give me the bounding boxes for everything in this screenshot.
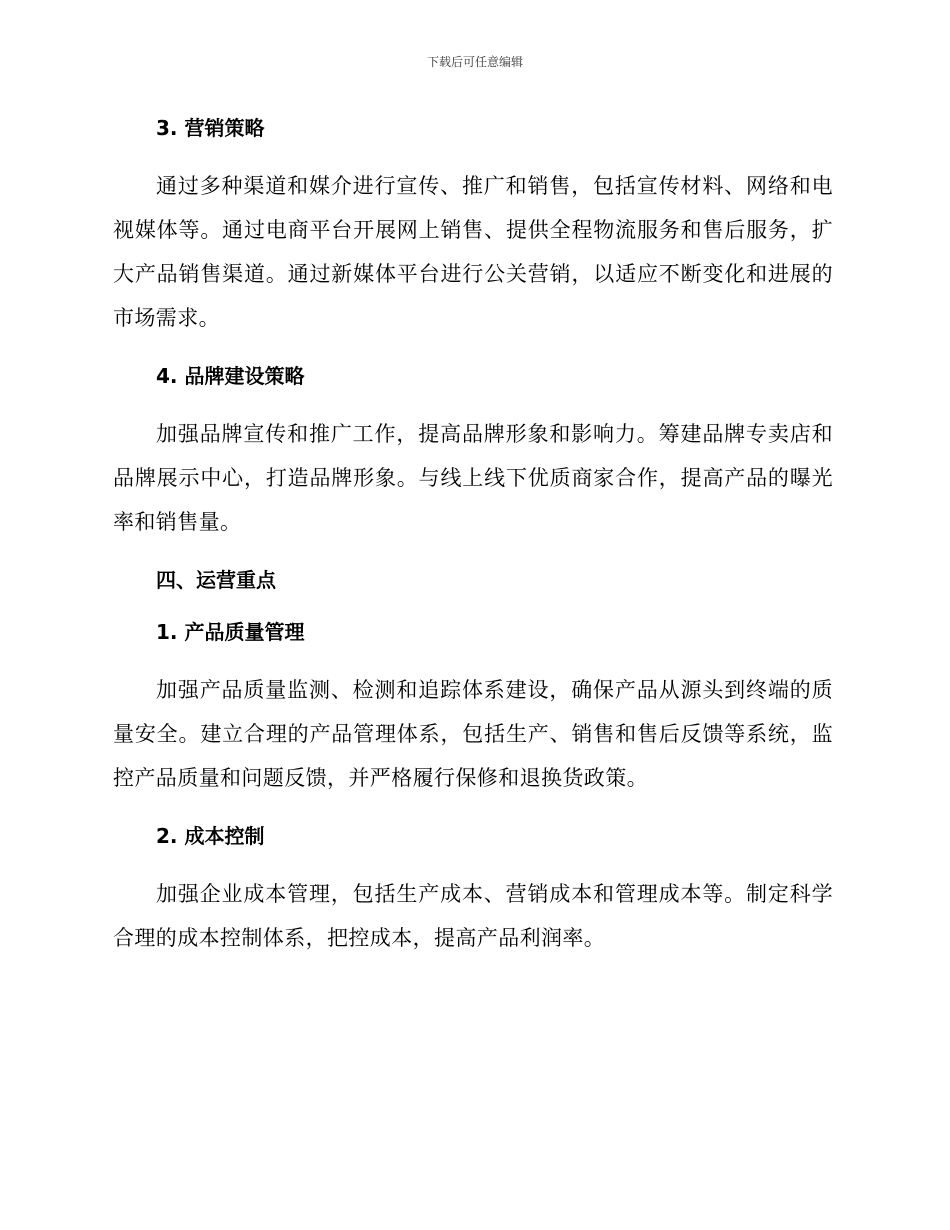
section-heading-quality: 1. 产品质量管理 [156,620,305,644]
chapter-heading-operations: 四、运营重点 [156,568,276,592]
section-paragraph-quality: 加强产品质量监测、检测和追踪体系建设，确保产品从源头到终端的质量安全。建立合理的产品管理体系，包括生产、销售和售后反馈等系统，监控产品质量和问题反馈，并严格履行保修和退换货政策。 [113,678,833,790]
document-body [113,112,833,960]
section-paragraph-brand: 加强品牌宣传和推广工作，提高品牌形象和影响力。筹建品牌专卖店和品牌展示中心，打造品牌形象。与线上线下优质商家合作，提高产品的曝光率和销售量。 [113,422,833,534]
header-note: 下载后可任意编辑 [426,55,523,69]
section-heading-marketing: 3. 营销策略 [156,116,265,140]
section-heading-cost: 2. 成本控制 [156,824,265,848]
section-paragraph-cost: 加强企业成本管理，包括生产成本、营销成本和管理成本等。制定科学合理的成本控制体系，把控成本，提高产品利润率。 [113,882,833,950]
section-paragraph-marketing: 通过多种渠道和媒介进行宣传、推广和销售，包括宣传材料、网络和电视媒体等。通过电商平台开展网上销售、提供全程物流服务和售后服务，扩大产品销售渠道。通过新媒体平台进行公关营销，以适应不断变化和进展的市场需求。 [113,174,833,330]
section-heading-brand: 4. 品牌建设策略 [156,364,305,388]
